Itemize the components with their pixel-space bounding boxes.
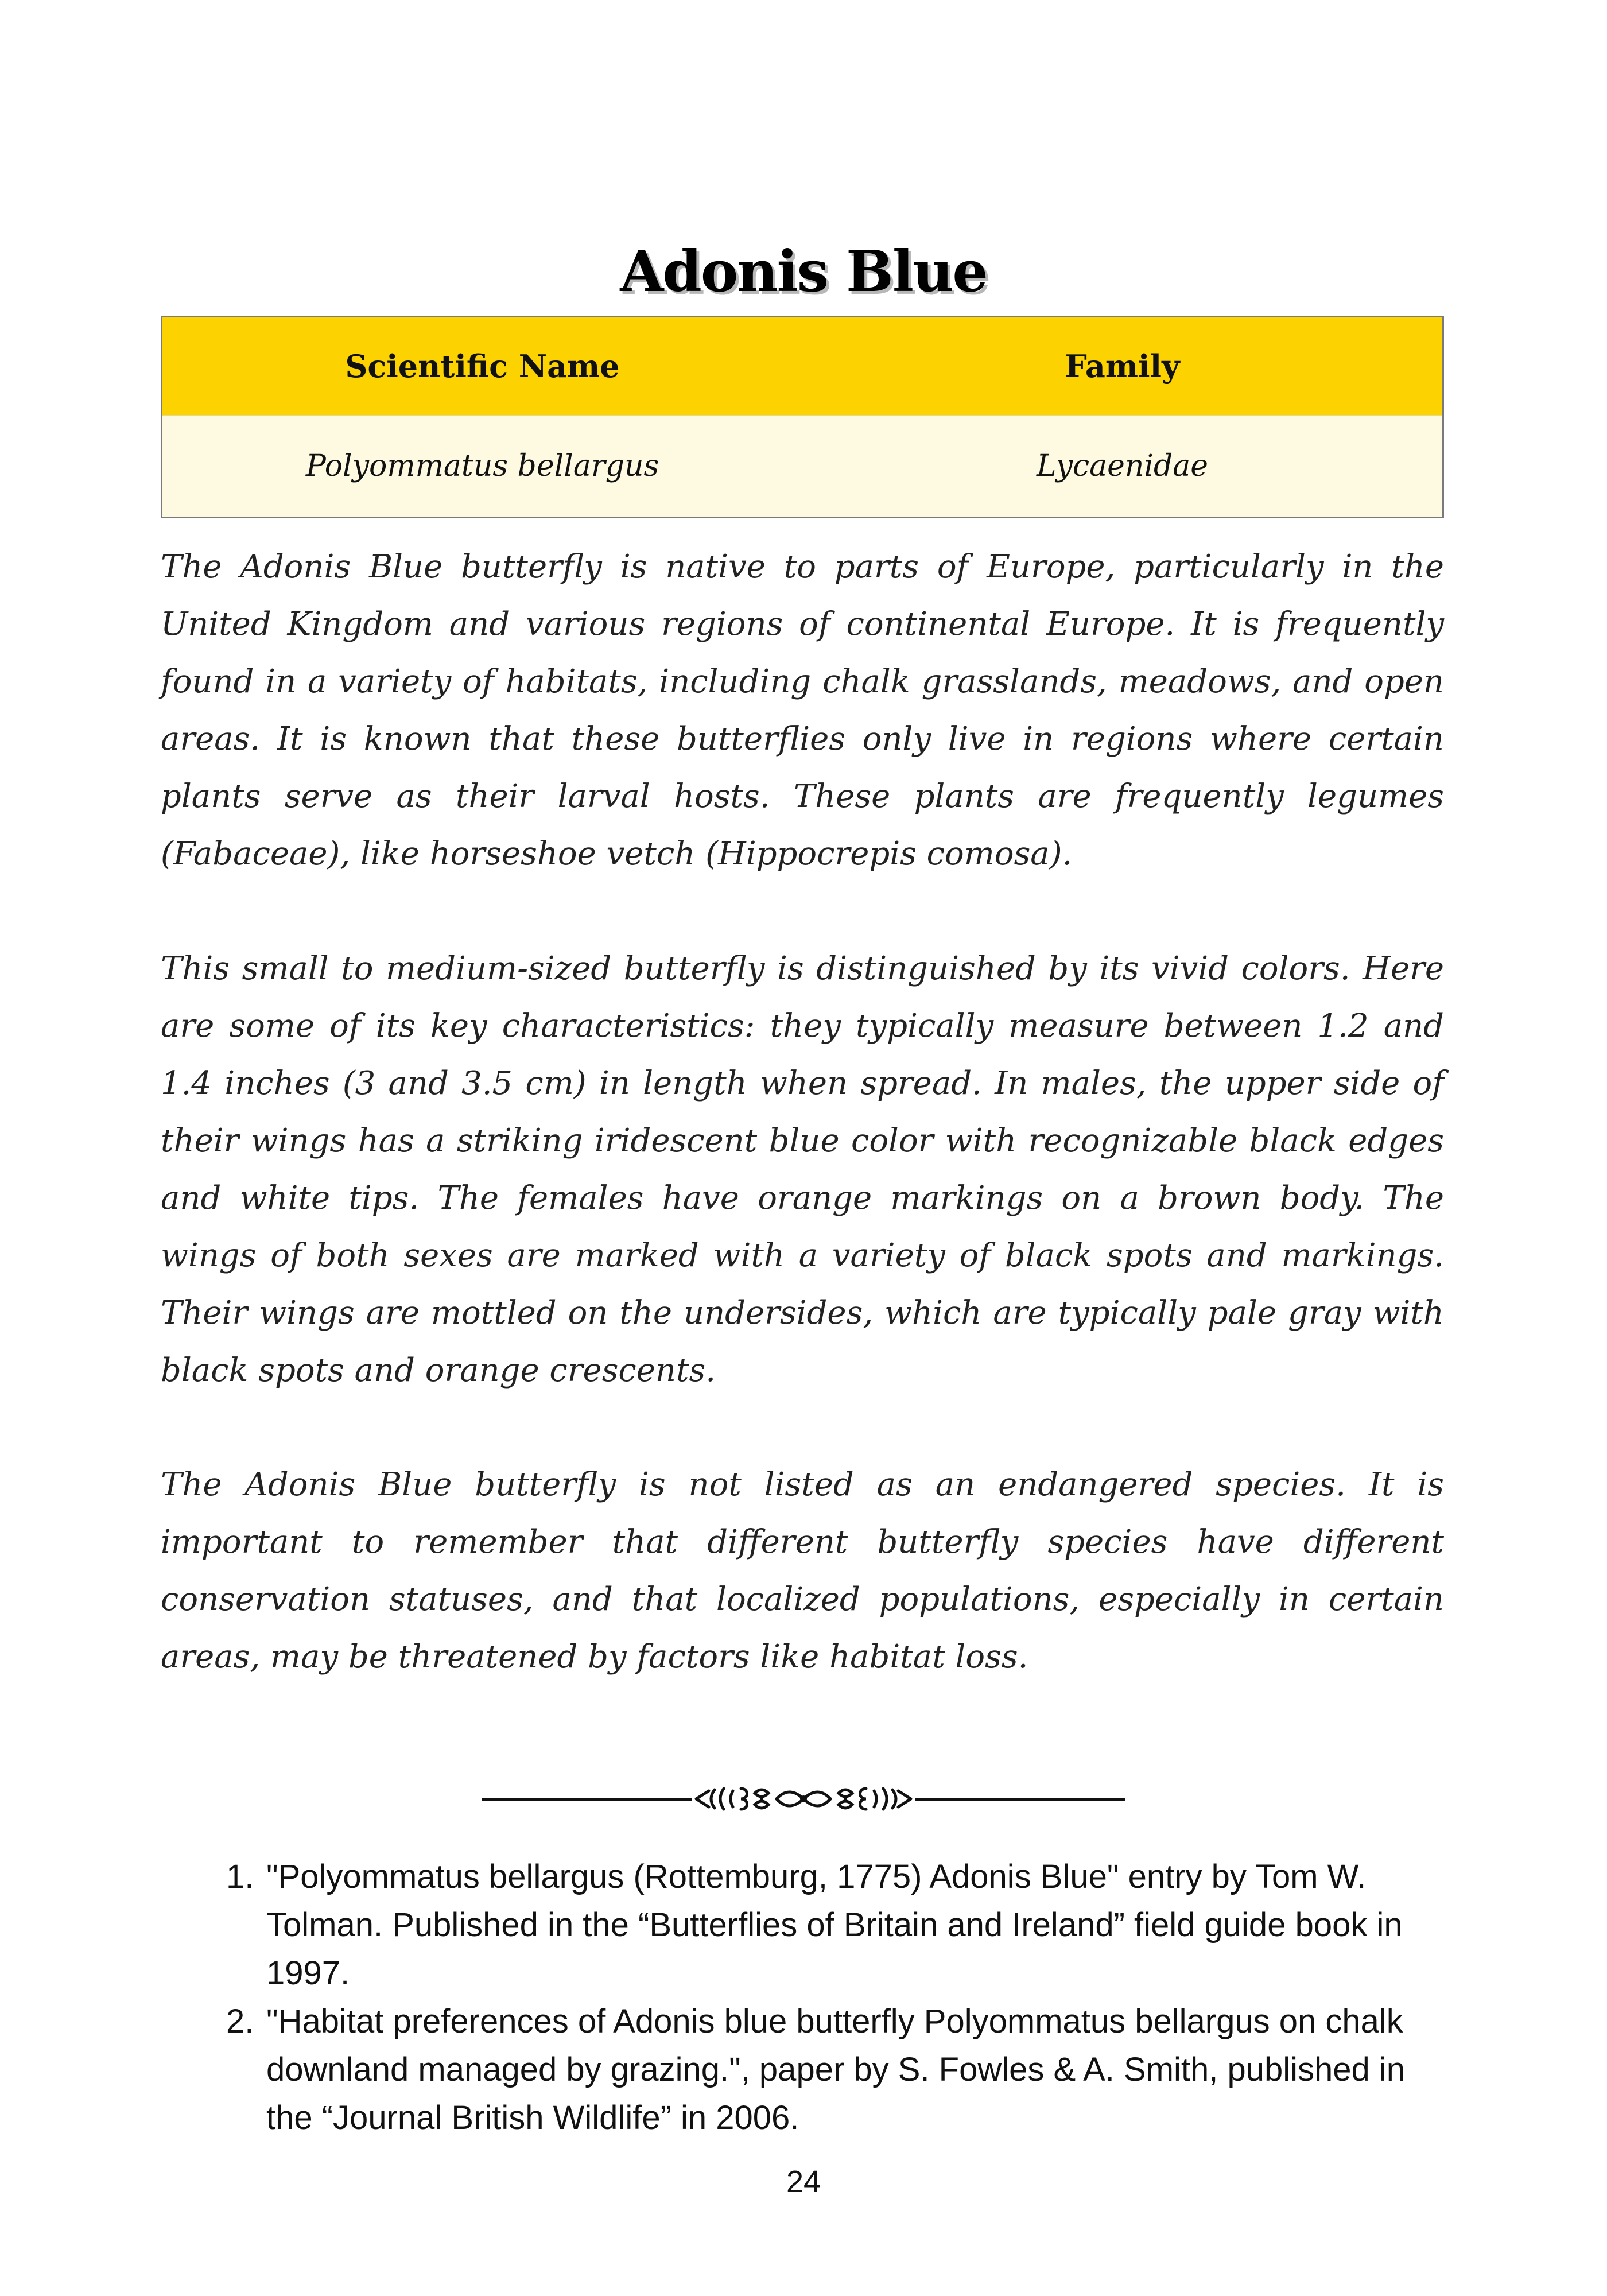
table-header-row	[162, 317, 1442, 415]
list-item	[226, 1998, 1423, 2142]
header-family: Family	[1065, 348, 1180, 385]
reference-text: "Habitat preferences of Adonis blue butterfly Polyommatus bellargus on chalk downland managed by grazing.", paper by S. Fowles & A. Smith, published in the “Journal British Wildlife” in 2006.	[266, 2003, 1406, 2136]
page-number: 24	[786, 2165, 821, 2199]
species-info-table	[161, 316, 1444, 518]
divider-line-right	[915, 1798, 1125, 1801]
section-divider	[482, 1783, 1125, 1815]
paragraph-characteristics: This small to medium-sized butterfly is distinguished by its vivid colors. Here are some of its key characteristics: they typically measure between 1.2 and 1.4 inches (3 and 3.5 cm) in length when spread. In males, the upper side of their wings has a striking iridescent blue color with recognizable black edges and white tips. The females have orange markings on a brown body. The wings of both sexes are marked with a variety of black spots and markings. Their wings are mottled on the undersides, which are typically pale gray with black spots and orange crescents.	[161, 950, 1444, 1389]
divider-line-left	[482, 1798, 692, 1801]
paragraph-habitat: The Adonis Blue butterfly is native to parts of Europe, particularly in the United Kingdom and various regions of continental Europe. It is frequently found in a variety of habitats, including chalk grasslands, meadows, and open areas. It is known that these butterflies only live in regions where certain plants serve as their larval hosts. These plants are frequently legumes (Fabaceae), like horseshoe vetch (Hippocrepis comosa).	[161, 548, 1444, 872]
list-item	[226, 1853, 1423, 1998]
header-scientific-name: Scientific Name	[345, 348, 620, 385]
references-list	[226, 1853, 1423, 2142]
reference-number: 1.	[226, 1858, 254, 1895]
paragraph-conservation: The Adonis Blue butterfly is not listed as an endangered species. It is important to remember that different butterfly species have different conservation statuses, and that localized populations, especially in certain areas, may be threatened by factors like habitat loss.	[161, 1466, 1444, 1676]
ornamental-flourish-icon	[692, 1783, 915, 1815]
table-row	[162, 415, 1442, 517]
reference-number: 2.	[226, 2003, 254, 2040]
page-title: Adonis Blue	[620, 238, 987, 305]
reference-text: "Polyommatus bellargus (Rottemburg, 1775) Adonis Blue" entry by Tom W. Tolman. Published in the “Butterflies of Britain and Ireland” field guide book in 1997.	[266, 1858, 1403, 1992]
cell-family: Lycaenidae	[1036, 449, 1209, 483]
cell-scientific-name: Polyommatus bellargus	[305, 449, 659, 483]
